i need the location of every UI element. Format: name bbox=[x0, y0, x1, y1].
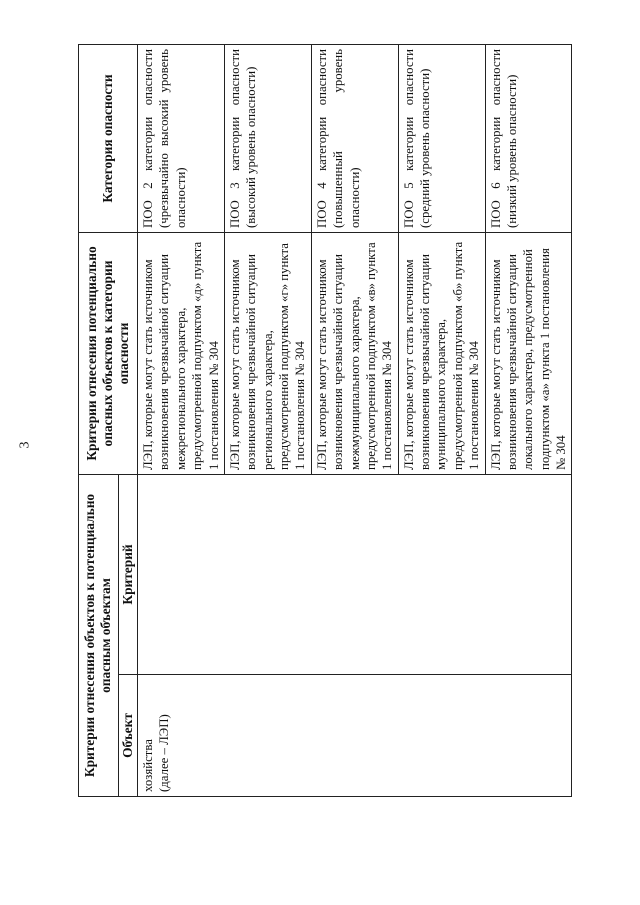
category-cell: ПОО 5 категории опасности (средний уровень опасности) bbox=[398, 45, 485, 233]
rotated-table-wrapper bbox=[78, 45, 569, 797]
criterion-cell bbox=[138, 475, 572, 675]
header-relating-criteria: Критерии отнесения потенциально опасных объектов к категории опасности bbox=[79, 233, 138, 475]
header-object: Объект bbox=[118, 675, 137, 797]
criteria-cell: ЛЭП, которые могут стать источником возникновения чрезвычайной ситуации регионального характера, предусмотренной подпунктом «г» пункта 1 постановления № 304 bbox=[224, 233, 311, 475]
table-row bbox=[138, 45, 225, 797]
category-cell: ПОО 2 категории опасности (чрезвычайно высокий уровень опасности) bbox=[138, 45, 225, 233]
hazard-category-table bbox=[78, 44, 572, 797]
category-cell: ПОО 3 категории опасности (высокий уровень опасности) bbox=[224, 45, 311, 233]
criteria-cell: ЛЭП, которые могут стать источником возникновения чрезвычайной ситуации межмуниципального характера, предусмотренной подпунктом «в» пункта 1 постановления № 304 bbox=[311, 233, 398, 475]
header-group: Критерии отнесения объектов к потенциально опасным объектам bbox=[79, 475, 119, 797]
category-cell: ПОО 6 категории опасности (низкий уровень опасности) bbox=[485, 45, 572, 233]
header-category: Категория опасности bbox=[79, 45, 138, 233]
criteria-cell: ЛЭП, которые могут стать источником возникновения чрезвычайной ситуации муниципального характера, предусмотренной подпунктом «б» пункта 1 постановления № 304 bbox=[398, 233, 485, 475]
header-row-1 bbox=[79, 45, 119, 797]
category-cell: ПОО 4 категории опасности (повышенный уровень опасности) bbox=[311, 45, 398, 233]
criteria-cell: ЛЭП, которые могут стать источником возникновения чрезвычайной ситуации межрегионального характера, предусмотренной подпунктом «д» пункта 1 постановления № 304 bbox=[138, 233, 225, 475]
criteria-cell: ЛЭП, которые могут стать источником возникновения чрезвычайной ситуации локального характера, предусмотренной подпунктом «а» пункта 1 постановления № 304 bbox=[485, 233, 572, 475]
page-number: 3 bbox=[17, 441, 33, 449]
object-cell: хозяйства (далее – ЛЭП) bbox=[138, 675, 572, 797]
header-criterion: Критерий bbox=[118, 475, 137, 675]
